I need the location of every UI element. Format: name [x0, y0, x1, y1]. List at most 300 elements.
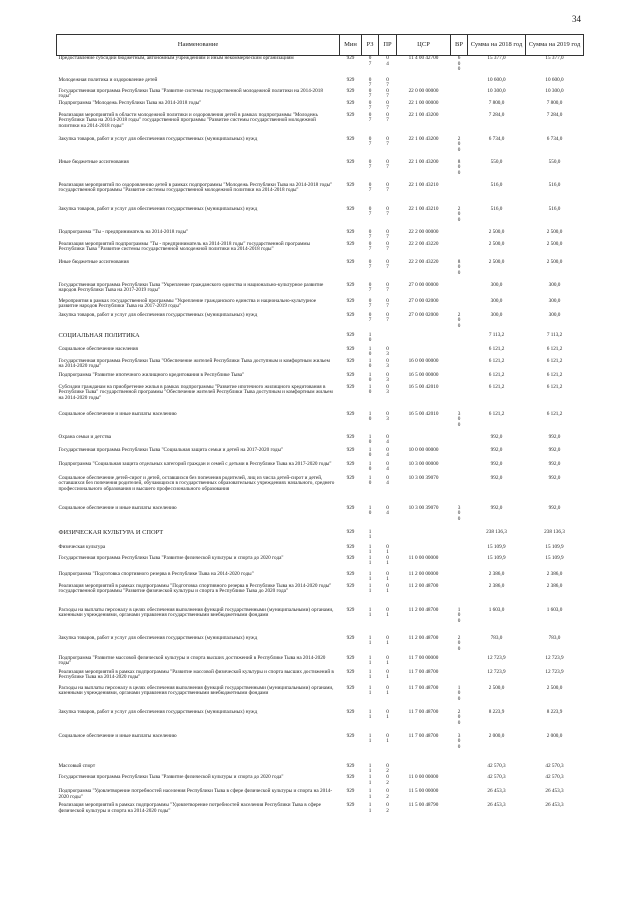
cell-sum-2019: 42 570,3 — [545, 774, 564, 781]
cell-rz: 1 0 — [368, 331, 372, 344]
cell-rz: 1 1 — [368, 732, 372, 745]
cell-name: Охрана семьи и детства — [58, 433, 112, 440]
cell-csr — [397, 347, 451, 359]
cell-vr: 3 0 0 — [457, 504, 461, 522]
cell-rz: 1 1 — [368, 802, 372, 814]
cell-rz: 0 7 — [368, 99, 372, 112]
cell-pr: 0 1 — [386, 554, 389, 567]
cell-vr: 1 0 0 — [457, 606, 461, 625]
cell-rz: 0 7 — [368, 158, 372, 171]
cell-sum-2019: 992,0 — [548, 460, 561, 467]
header-csr: ЦСР — [397, 35, 451, 56]
cell-name: Иные бюджетные ассигнования — [58, 258, 129, 265]
cell-sum-2018: 2 386,0 — [488, 570, 505, 577]
cell-rz: 0 7 — [368, 311, 372, 324]
cell-min: 929 — [346, 554, 355, 561]
cell-pr: 0 7 — [386, 311, 389, 324]
table-row — [57, 636, 584, 656]
cell-rz: 1 1 — [368, 570, 372, 583]
cell-pr: 0 1 — [386, 708, 389, 721]
cell-pr: 0 7 — [386, 181, 389, 194]
table-row — [57, 476, 584, 506]
cell-sum-2019: 2 500,0 — [546, 258, 563, 265]
cell-name: Субсидии гражданам на приобретение жилья в рамках подпрограммы "Развитие ипотечного жилищного кредитования в Республике Тыва" государственной программы "Обеспечение жителей Республики Тыва доступным и комфортным жильем на 2014-2020 годы" — [58, 383, 333, 401]
cell-pr: 0 7 — [386, 76, 389, 89]
cell-name: Физическая культура — [58, 543, 106, 550]
cell-pr: 0 7 — [386, 258, 389, 271]
cell-min: 929 — [346, 668, 355, 675]
cell-csr: 11 2 00 00000 — [408, 570, 439, 577]
cell-csr: 11 5 00 48790 — [408, 802, 439, 809]
cell-sum-2018: 26 453,3 — [487, 788, 506, 795]
table-row — [57, 183, 584, 207]
table-row — [57, 283, 584, 299]
cell-sum-2018: 992,0 — [490, 433, 503, 440]
table-row — [57, 373, 584, 385]
cell-name: Закупка товаров, работ и услуг для обеспечения государственных (муниципальных) нужд — [58, 311, 258, 318]
cell-pr: 0 1 — [386, 543, 389, 556]
cell-vr: 3 0 0 — [457, 410, 461, 428]
cell-csr: 16 0 00 00000 — [408, 357, 439, 364]
cell-csr: 10 3 00 00000 — [408, 460, 439, 467]
cell-vr — [451, 230, 468, 242]
cell-min: 929 — [346, 76, 355, 83]
page-number: 34 — [572, 14, 581, 24]
cell-sum-2019: 2 386,0 — [546, 582, 563, 589]
cell-rz: 0 7 — [368, 258, 372, 271]
cell-sum-2018: 42 570,3 — [487, 774, 506, 781]
cell-vr — [451, 656, 468, 670]
cell-min: 929 — [346, 762, 355, 769]
cell-name: Реализация мероприятий в рамках подпрограммы "Развитие массовой физической культуры и спорта высших достижений в Республике Тыва на 2014-2020 годы" — [58, 668, 334, 681]
table-row — [57, 89, 584, 101]
cell-sum-2018: 12 723,9 — [487, 654, 506, 661]
cell-sum-2019: 2 500,0 — [546, 240, 563, 247]
cell-name: Подпрограмма "Развитие массовой физической культуры и спорта высших достижений в Республике Тыва на 2014-2020 годы" — [58, 654, 326, 667]
cell-sum-2018: 7 800,0 — [488, 99, 505, 106]
cell-sum-2019: 992,0 — [548, 504, 561, 511]
cell-csr: 11 2 00 48700 — [408, 634, 439, 641]
cell-pr: 0 7 — [386, 205, 389, 218]
cell-csr: 16 5 00 42010 — [408, 410, 439, 417]
cell-vr — [451, 78, 468, 89]
cell-pr: 0 3 — [386, 357, 389, 370]
cell-sum-2018: 26 453,3 — [487, 802, 506, 809]
cell-name: Подпрограмма "Социальная защита отдельных категорий граждан и семей с детьми в Республике Тыва на 2017-2020 годы" — [58, 460, 332, 467]
cell-sum-2019: 15 109,9 — [545, 543, 564, 550]
cell-min: 929 — [346, 345, 355, 352]
cell-name: Реализация мероприятий в рамках подпрограммы "Удовлетворение потребностей населения Республики Тыва в сфере физической культуры и спорта на 2014-2020 годы" — [58, 802, 321, 814]
cell-pr: 0 7 — [386, 281, 389, 294]
cell-sum-2018: 15 109,9 — [487, 543, 506, 550]
cell-csr: 27 0 00 00000 — [408, 281, 439, 288]
cell-sum-2018: 7 284,0 — [488, 111, 505, 118]
cell-rz: 1 1 — [368, 634, 372, 647]
cell-pr: 0 1 — [386, 634, 389, 647]
cell-sum-2018: 516,0 — [490, 181, 503, 188]
cell-csr: 11 7 00 48700 — [408, 708, 439, 715]
cell-vr: 2 0 0 — [457, 311, 461, 329]
cell-min: 929 — [346, 774, 355, 781]
cell-sum-2018: 12 723,9 — [487, 668, 506, 675]
cell-min: 929 — [346, 410, 355, 417]
cell-name: Мероприятия в рамках государственной программы "Укрепление гражданского единства и национально-культурное развитие народов Республики Тыва на 2017-2019 годы" — [58, 297, 317, 310]
cell-csr: 11 2 00 48700 — [408, 582, 439, 589]
cell-name: Государственная программа Республики Тыва "Развитие физической культуры и спорта до 2020 года" — [58, 554, 284, 561]
cell-sum-2018: 6 121,2 — [488, 357, 505, 364]
table-row — [57, 412, 584, 435]
cell-name: Социальное обеспечение и иные выплаты населению — [58, 732, 177, 739]
table-row — [57, 160, 584, 183]
cell-sum-2018: 300,0 — [490, 281, 503, 288]
cell-name: Реализация мероприятий по оздоровлению детей в рамках подпрограммы "Молодежь Республики Тыва на 2014-2018 годы" государственной программы "Развитие системы государственной молодежной политики на 2014-2018 годы" — [58, 181, 333, 194]
cell-vr — [451, 584, 468, 608]
cell-vr — [451, 113, 468, 137]
cell-sum-2019: 1 603,0 — [546, 606, 563, 613]
cell-rz: 0 7 — [368, 205, 372, 218]
cell-vr — [451, 183, 468, 207]
cell-pr: 0 1 — [386, 654, 389, 667]
table-row — [57, 803, 584, 819]
table-row — [57, 530, 584, 545]
cell-sum-2019: 6 121,2 — [546, 357, 563, 364]
cell-rz: 1 0 — [368, 474, 372, 487]
cell-min: 929 — [346, 111, 355, 118]
table-header — [57, 35, 584, 56]
table-row — [57, 506, 584, 530]
cell-sum-2019: 2 500,0 — [546, 228, 563, 235]
cell-rz: 1 0 — [368, 460, 372, 473]
cell-sum-2018: 2 500,0 — [488, 240, 505, 247]
cell-sum-2018: 300,0 — [490, 311, 503, 318]
cell-min: 929 — [346, 240, 355, 247]
cell-pr: 0 4 — [386, 55, 389, 67]
cell-rz: 1 1 — [368, 762, 372, 775]
cell-sum-2019: 300,0 — [548, 297, 561, 304]
cell-sum-2018: 6 121,2 — [488, 371, 505, 378]
cell-vr — [451, 670, 468, 686]
cell-sum-2018: 516,0 — [490, 205, 503, 212]
cell-csr — [397, 78, 451, 89]
cell-sum-2019: 6 121,2 — [546, 371, 563, 378]
cell-sum-2019: 300,0 — [548, 281, 561, 288]
cell-vr — [451, 435, 468, 448]
cell-sum-2019: 550,0 — [548, 158, 561, 165]
cell-min: 929 — [346, 582, 355, 589]
cell-csr: 10 3 00 39070 — [408, 474, 439, 481]
cell-pr: 0 2 — [386, 762, 389, 775]
cell-vr — [451, 299, 468, 313]
table-row — [57, 448, 584, 462]
cell-vr — [451, 545, 468, 556]
cell-sum-2019: 238 136,3 — [544, 528, 565, 535]
cell-sum-2019: 992,0 — [548, 446, 561, 453]
cell-min: 929 — [346, 297, 355, 304]
cell-rz: 1 1 — [368, 708, 372, 721]
cell-vr: 6 0 0 — [457, 55, 461, 73]
cell-name: Закупка товаров, работ и услуг для обеспечения государственных (муниципальных) нужд — [58, 634, 258, 641]
cell-rz: 0 7 — [368, 111, 372, 124]
cell-pr: 0 7 — [386, 111, 389, 124]
cell-sum-2018: 6 121,2 — [488, 410, 505, 417]
cell-sum-2018: 2 500,0 — [488, 684, 505, 691]
cell-min: 929 — [346, 460, 355, 467]
cell-sum-2019: 7 284,0 — [546, 111, 563, 118]
cell-rz: 1 1 — [368, 788, 372, 800]
cell-min: 929 — [346, 371, 355, 378]
header-name: Наименование — [57, 35, 340, 56]
table-row — [57, 670, 584, 686]
cell-rz: 0 7 — [368, 135, 372, 148]
cell-name: Предоставление субсидий бюджетным, автономным учреждениям и иным некоммерческим организациям — [58, 55, 294, 61]
cell-min: 929 — [346, 331, 355, 338]
cell-vr — [451, 347, 468, 359]
cell-vr — [451, 333, 468, 347]
table-row — [57, 78, 584, 89]
cell-sum-2019: 2 000,0 — [546, 732, 563, 739]
cell-pr: 0 7 — [386, 228, 389, 241]
cell-min: 929 — [346, 570, 355, 577]
cell-name: Подпрограмма "Удовлетворение потребностей населения Республики Тыва в сфере физической культуры и спорта на 2014-2020 годы" — [58, 788, 333, 800]
cell-csr: 22 2 00 00000 — [408, 228, 439, 235]
cell-vr: 1 0 0 — [457, 684, 461, 703]
table-row — [57, 113, 584, 137]
cell-sum-2019: 2 386,0 — [546, 570, 563, 577]
cell-csr: 27 0 00 02000 — [408, 311, 439, 318]
cell-name: ФИЗИЧЕСКАЯ КУЛЬТУРА И СПОРТ — [58, 528, 164, 536]
cell-min: 929 — [346, 99, 355, 106]
cell-rz: 1 0 — [368, 371, 372, 384]
cell-sum-2019: 7 113,2 — [546, 331, 563, 338]
cell-csr — [397, 530, 451, 545]
header-sum-2019: Сумма на 2019 год — [526, 35, 584, 56]
cell-rz: 1 1 — [368, 684, 372, 697]
cell-min: 929 — [346, 606, 355, 613]
cell-min: 929 — [346, 433, 355, 440]
cell-min: 929 — [346, 87, 355, 94]
cell-min: 929 — [346, 135, 355, 142]
cell-min: 929 — [346, 654, 355, 661]
cell-sum-2019: 992,0 — [548, 474, 561, 481]
cell-rz: 1 0 — [368, 433, 372, 446]
cell-min: 929 — [346, 158, 355, 165]
cell-name: Иные бюджетные ассигнования — [58, 158, 129, 165]
cell-csr: 16 5 00 42010 — [408, 383, 439, 390]
cell-rz: 0 7 — [368, 228, 372, 241]
cell-csr: 11 7 00 48700 — [408, 668, 439, 675]
cell-sum-2019: 26 453,3 — [545, 802, 564, 809]
cell-name: Молодежная политика и оздоровление детей — [58, 76, 158, 83]
cell-csr: 22 2 00 43220 — [408, 240, 439, 247]
cell-rz: 0 7 — [368, 297, 372, 310]
cell-min: 929 — [346, 258, 355, 265]
cell-rz: 1 1 — [368, 774, 372, 786]
cell-sum-2019: 15 377,0 — [545, 55, 564, 61]
cell-sum-2019: 7 800,0 — [546, 99, 563, 106]
cell-sum-2019: 6 121,2 — [546, 345, 563, 352]
cell-sum-2018: 238 136,3 — [486, 528, 507, 535]
cell-vr — [451, 373, 468, 385]
cell-sum-2019: 42 570,3 — [545, 762, 564, 769]
table-row — [57, 56, 584, 78]
cell-pr: 0 1 — [386, 570, 389, 583]
cell-csr: 22 1 00 43200 — [408, 135, 439, 142]
cell-name: Массовый спорт — [58, 762, 96, 769]
cell-csr: 11 7 00 48700 — [408, 684, 439, 691]
cell-sum-2018: 10 300,0 — [487, 87, 506, 94]
cell-csr: 11 0 00 00000 — [408, 774, 439, 781]
cell-pr: 0 3 — [386, 345, 389, 358]
cell-csr: 11 0 00 00000 — [408, 554, 439, 561]
table-row — [57, 462, 584, 476]
cell-sum-2018: 6 121,2 — [488, 383, 505, 390]
cell-name: Социальное обеспечение населения — [58, 345, 138, 352]
cell-name: Подпрограмма "Развитие ипотечного жилищного кредитования в Республике Тыва" — [58, 371, 245, 378]
cell-pr: 0 7 — [386, 135, 389, 148]
cell-vr — [451, 359, 468, 373]
cell-name: Подпрограмма "Молодежь Республики Тыва на 2014-2018 годы" — [58, 99, 202, 106]
cell-rz: 1 1 — [368, 654, 372, 667]
cell-name: Социальное обеспечение детей-сирот и детей, оставшихся без попечения родителей, лиц из числа детей-сирот и детей, оставшихся без попечения родителей, обучающихся в государственных образовательных учреждениях начального, среднего профессионального образования и высшего профессионального образования — [58, 474, 335, 492]
cell-rz: 0 7 — [368, 281, 372, 294]
cell-vr — [451, 385, 468, 412]
cell-sum-2018: 992,0 — [490, 504, 503, 511]
cell-vr: 2 0 0 — [457, 634, 461, 653]
cell-pr: 0 2 — [386, 788, 389, 800]
cell-csr: 11 5 00 00000 — [408, 788, 439, 795]
cell-vr — [451, 764, 468, 775]
cell-vr: 2 0 0 — [457, 205, 461, 223]
cell-vr: 8 0 0 — [457, 158, 461, 176]
table-row — [57, 207, 584, 230]
cell-rz: 1 1 — [368, 606, 372, 619]
cell-sum-2019: 6 121,2 — [546, 410, 563, 417]
cell-min: 929 — [346, 181, 355, 188]
cell-min: 929 — [346, 708, 355, 715]
cell-rz: 1 1 — [368, 528, 372, 541]
cell-vr — [451, 448, 468, 462]
cell-pr: 0 4 — [386, 474, 389, 487]
cell-min: 929 — [346, 311, 355, 318]
header-pr: ПР — [379, 35, 397, 56]
cell-csr: 10 0 00 00000 — [408, 446, 439, 453]
cell-pr: 0 7 — [386, 99, 389, 112]
cell-vr: 8 0 0 — [457, 258, 461, 276]
cell-sum-2018: 300,0 — [490, 297, 503, 304]
cell-csr: 16 5 00 00000 — [408, 371, 439, 378]
cell-sum-2018: 6 121,2 — [488, 345, 505, 352]
cell-name: Подпрограмма "Ты - предприниматель на 2014-2018 годы" — [58, 228, 189, 235]
cell-vr — [451, 242, 468, 260]
cell-name: Реализация мероприятий в рамках подпрограммы "Подготовка спортивного резерва в Республике Тыва на 2014-2020 годы" государственной программы "Развитие физической культуры и спорта в Республике Тыва до 2020 года" — [58, 582, 332, 595]
cell-csr: 11 4 00 42700 — [408, 55, 439, 61]
cell-min: 929 — [346, 205, 355, 212]
table-row — [57, 775, 584, 789]
cell-min: 929 — [346, 446, 355, 453]
cell-name: Расходы на выплаты персоналу в целях обеспечения выполнения функций государственными (муниципальными) органами, казенными учреждениями, органами управления государственными внебюджетными фондами — [58, 684, 334, 697]
cell-csr — [397, 333, 451, 347]
cell-csr — [397, 435, 451, 448]
cell-csr: 22 1 00 00000 — [408, 99, 439, 106]
table-row — [57, 734, 584, 764]
cell-sum-2019: 300,0 — [548, 311, 561, 318]
cell-min: 929 — [346, 543, 355, 550]
cell-pr: 0 4 — [386, 433, 389, 446]
table-row — [57, 260, 584, 283]
header-min: Мин — [340, 35, 362, 56]
cell-pr: 0 2 — [386, 802, 389, 814]
cell-rz: 0 7 — [368, 240, 372, 253]
cell-vr — [451, 789, 468, 803]
cell-sum-2019: 26 453,3 — [545, 788, 564, 795]
cell-min: 929 — [346, 802, 355, 809]
cell-pr: 0 7 — [386, 297, 389, 310]
table-row — [57, 313, 584, 333]
cell-sum-2018: 550,0 — [490, 158, 503, 165]
cell-vr — [451, 556, 468, 572]
cell-rz: 1 0 — [368, 345, 372, 358]
cell-sum-2019: 2 500,0 — [546, 684, 563, 691]
cell-min: 929 — [346, 634, 355, 641]
cell-pr: 0 1 — [386, 684, 389, 697]
cell-name: Закупка товаров, работ и услуг для обеспечения государственных (муниципальных) нужд — [58, 708, 258, 715]
cell-rz: 1 1 — [368, 582, 372, 595]
cell-vr — [451, 530, 468, 545]
cell-vr — [451, 283, 468, 299]
cell-rz: 1 0 — [368, 504, 372, 517]
cell-min: 929 — [346, 357, 355, 364]
cell-csr: 11 7 00 00000 — [408, 654, 439, 661]
cell-sum-2018: 2 500,0 — [488, 258, 505, 265]
cell-name: Расходы на выплаты персоналу в целях обеспечения выполнения функций государственными (муниципальными) органами, казенными учреждениями, органами управления государственными внебюджетными фондами — [58, 606, 334, 619]
cell-pr — [379, 530, 397, 545]
cell-name: Государственная программа Республики Тыва "Обеспечение жителей Республики Тыва доступным и комфортным жильем на 2014-2020 годы" — [58, 357, 330, 370]
budget-table — [56, 34, 584, 819]
cell-sum-2019: 10 300,0 — [545, 87, 564, 94]
cell-min: 929 — [346, 383, 355, 390]
cell-min: 929 — [346, 228, 355, 235]
cell-rz: 1 0 — [368, 410, 372, 423]
cell-min: 929 — [346, 788, 355, 795]
cell-name: Закупка товаров, работ и услуг для обеспечения государственных (муниципальных) нужд — [58, 135, 258, 142]
cell-csr: 27 0 00 02000 — [408, 297, 439, 304]
table-row — [57, 608, 584, 636]
cell-pr: 0 3 — [386, 410, 389, 423]
cell-name: СОЦИАЛЬНАЯ ПОЛИТИКА — [58, 331, 140, 339]
cell-vr — [451, 572, 468, 584]
table-row — [57, 385, 584, 412]
cell-pr: 0 1 — [386, 668, 389, 681]
cell-sum-2019: 516,0 — [548, 205, 561, 212]
cell-min: 929 — [346, 732, 355, 739]
cell-name: Государственная программа Республики Тыва "Развитие физической культуры и спорта до 2020 года" — [58, 774, 284, 781]
cell-vr: 2 0 0 — [457, 135, 461, 153]
cell-name: Реализация мероприятий в области молодежной политики и оздоровления детей в рамках подпрограммы "Молодежь Республики Тыва на 2014-2018 годы" государственной программы "Развитие системы государственной молодежной политики на 2014-2018 годы" — [58, 111, 318, 129]
cell-rz: 1 0 — [368, 446, 372, 459]
cell-sum-2018: 992,0 — [490, 474, 503, 481]
cell-csr: 10 3 00 39070 — [408, 504, 439, 511]
cell-sum-2018: 8 223,9 — [488, 708, 505, 715]
table-row — [57, 710, 584, 734]
cell-min: 929 — [346, 504, 355, 511]
table-row — [57, 686, 584, 710]
cell-sum-2019: 15 109,9 — [545, 554, 564, 561]
cell-csr: 22 1 00 43210 — [408, 181, 439, 188]
cell-sum-2019: 6 121,2 — [546, 383, 563, 390]
cell-name: Закупка товаров, работ и услуг для обеспечения государственных (муниципальных) нужд — [58, 205, 258, 212]
cell-csr: 22 1 00 43200 — [408, 111, 439, 118]
cell-vr — [451, 101, 468, 113]
